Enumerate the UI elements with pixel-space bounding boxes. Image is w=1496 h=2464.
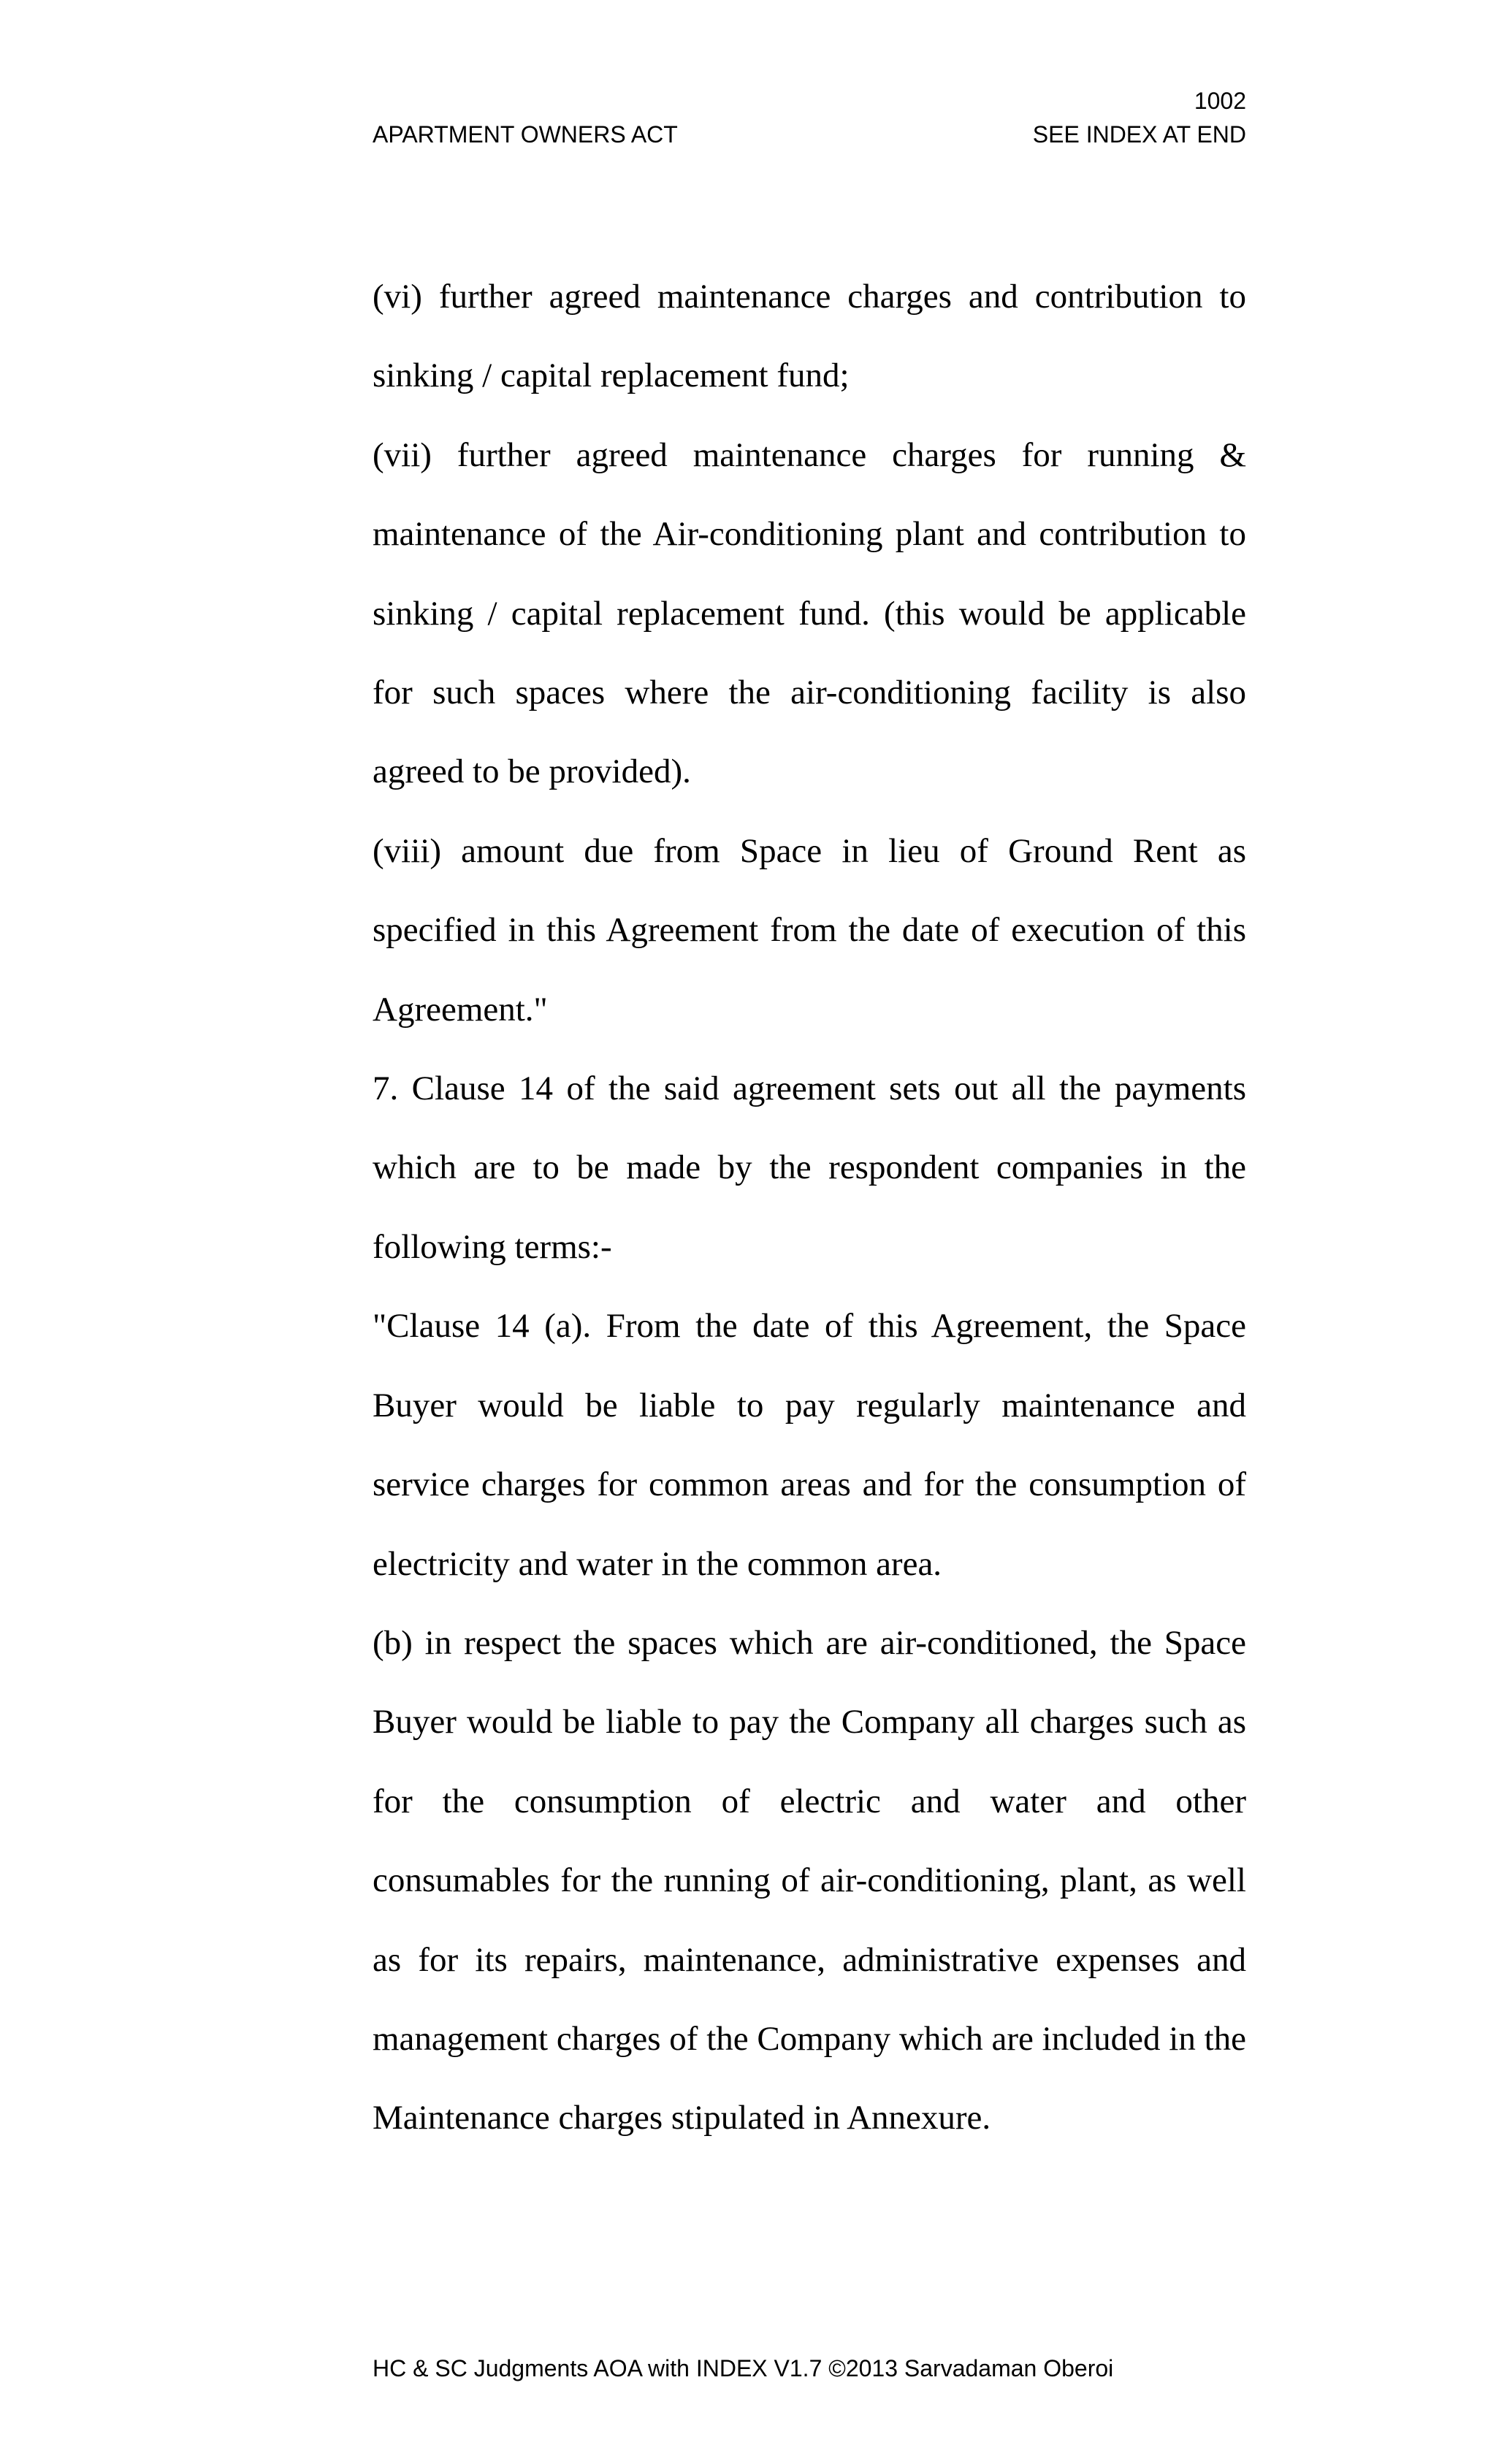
running-header xyxy=(373,120,1246,149)
header-index-note: SEE INDEX AT END xyxy=(1032,121,1246,148)
paragraph-clause-7: 7. Clause 14 of the said agreement sets out all the payments which are to be made by the respondent companies in the following terms:- xyxy=(373,1069,1246,1266)
document-body xyxy=(373,257,1246,2158)
paragraph-item-vi: (vi) further agreed maintenance charges and contribution to sinking / capital replacement fund; xyxy=(373,278,1246,395)
paragraph-item-vii: (vii) further agreed maintenance charges for running & maintenance of the Air-conditioning plant and contribution to sinking / capital replacement fund. (this would be applicable for such spaces where the air-conditioning facility is also agreed to be provided). xyxy=(373,435,1246,791)
header-title: APARTMENT OWNERS ACT xyxy=(373,121,678,148)
page-footer: HC & SC Judgments AOA with INDEX V1.7 ©2013 Sarvadaman Oberoi xyxy=(373,2355,1114,2381)
paragraph-clause-14b: (b) in respect the spaces which are air-conditioned, the Space Buyer would be liable to pay the Company all charges such as for the consumption of electric and water and other consumables for the running of air-conditioning, plant, as well as for its repairs, maintenance, administrative expenses and management charges of the Company which are included in the Maintenance charges stipulated in Annexure. xyxy=(373,1623,1246,2137)
paragraph-item-viii: (viii) amount due from Space in lieu of Ground Rent as specified in this Agreement from the date of execution of this Agreement." xyxy=(373,831,1246,1029)
paragraph-clause-14a: "Clause 14 (a). From the date of this Agreement, the Space Buyer would be liable to pay regularly maintenance and service charges for common areas and for the consumption of electricity and water in the common area. xyxy=(373,1307,1246,1583)
page-number: 1002 xyxy=(1194,88,1246,114)
